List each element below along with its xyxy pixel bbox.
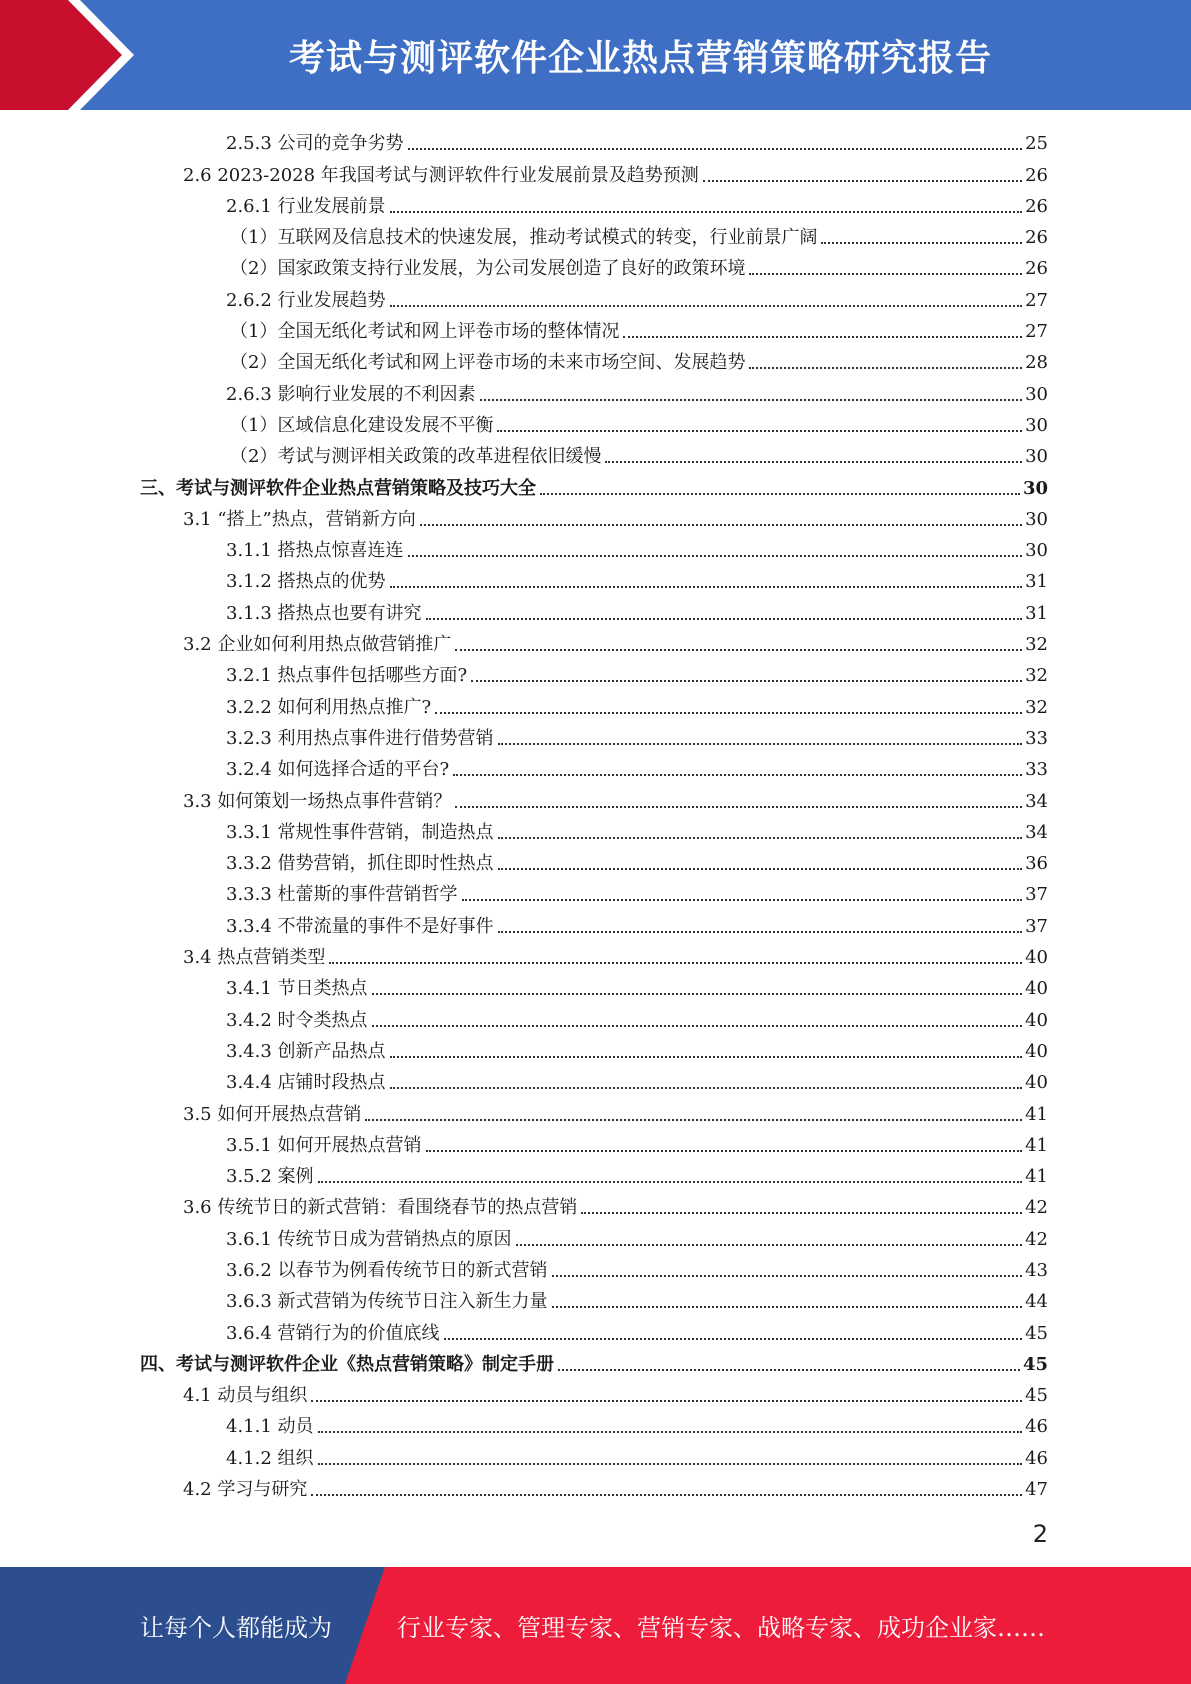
dot-leader (390, 586, 1023, 588)
dot-leader (552, 1306, 1023, 1308)
toc-entry-label: 3.2.1 热点事件包括哪些方面? (226, 665, 468, 687)
toc-entry-label: 3.3.4 不带流量的事件不是好事件 (226, 915, 494, 937)
toc-entry-page: 46 (1025, 1416, 1048, 1438)
toc-entry-label: 3.1.2 搭热点的优势 (226, 571, 386, 593)
toc-entry-page: 30 (1025, 446, 1048, 468)
dot-leader (498, 743, 1023, 745)
toc-entry[interactable] (140, 158, 1048, 189)
toc-entry-label: 三、考试与测评软件企业热点营销策略及技巧大全 (140, 477, 536, 499)
toc-entry-label: 3.6.4 营销行为的价值底线 (226, 1322, 440, 1344)
toc-entry[interactable] (140, 847, 1048, 878)
toc-entry-page: 40 (1025, 1009, 1048, 1031)
toc-entry-page: 27 (1025, 289, 1048, 311)
dot-leader (318, 1463, 1023, 1465)
toc-entry-page: 32 (1025, 696, 1048, 718)
toc-entry-label: 3.6 传统节日的新式营销：看围绕春节的热点营销 (183, 1197, 578, 1219)
toc-entry-page: 37 (1025, 884, 1048, 906)
toc-entry-page: 31 (1025, 571, 1048, 593)
toc-entry-label: 3.5.1 如何开展热点营销 (226, 1134, 422, 1156)
toc-entry-label: 3.2.4 如何选择合适的平台? (226, 759, 450, 781)
toc-entry-page: 41 (1025, 1166, 1048, 1188)
toc-entry-page: 41 (1025, 1103, 1048, 1125)
toc-entry-label: （2）国家政策支持行业发展，为公司发展创造了良好的政策环境 (230, 258, 746, 280)
toc-entry-label: 3.1 “搭上”热点，营销新方向 (183, 508, 416, 530)
toc-entry-label: 3.3.2 借势营销，抓住即时性热点 (226, 853, 494, 875)
toc-entry[interactable] (140, 1254, 1048, 1285)
footer-slogan-left: 让每个人都能成为 (140, 1614, 332, 1642)
toc-entry[interactable] (140, 409, 1048, 440)
toc-entry-page: 42 (1025, 1197, 1048, 1219)
dot-leader (390, 1056, 1023, 1058)
toc-entry-label: 3.3.1 常规性事件营销，制造热点 (226, 821, 494, 843)
toc-entry-label: 3.6.3 新式营销为传统节日注入新生力量 (226, 1291, 548, 1313)
toc-entry[interactable] (140, 941, 1048, 972)
toc-entry[interactable] (140, 1285, 1048, 1316)
toc-entry-label: 3.2 企业如何利用热点做营销推广 (183, 634, 452, 656)
toc-entry-label: 2.6.2 行业发展趋势 (226, 289, 386, 311)
toc-entry-page: 32 (1025, 634, 1048, 656)
dot-leader (516, 1244, 1023, 1246)
toc-entry[interactable] (140, 1441, 1048, 1472)
toc-entry-page: 26 (1025, 164, 1048, 186)
dot-leader (498, 837, 1023, 839)
dot-leader (498, 868, 1023, 870)
toc-entry-label: 2.5.3 公司的竞争劣势 (226, 133, 404, 155)
dot-leader (749, 273, 1022, 275)
toc-entry-label: 4.1 动员与组织 (183, 1385, 308, 1407)
table-of-contents (140, 127, 1048, 1504)
toc-entry-page: 31 (1025, 602, 1048, 624)
toc-entry-page: 40 (1025, 978, 1048, 1000)
dot-leader (558, 1369, 1020, 1371)
toc-entry-label: （1）区域信息化建设发展不平衡 (230, 414, 494, 436)
dot-leader (703, 180, 1022, 182)
toc-entry[interactable] (140, 283, 1048, 314)
toc-entry[interactable] (140, 315, 1048, 346)
dot-leader (471, 680, 1022, 682)
dot-leader (623, 336, 1022, 338)
toc-entry[interactable] (140, 816, 1048, 847)
toc-entry-page: 32 (1025, 665, 1048, 687)
toc-entry-page: 46 (1025, 1447, 1048, 1469)
toc-entry[interactable] (140, 346, 1048, 377)
toc-entry-page: 30 (1025, 414, 1048, 436)
toc-entry-page: 30 (1025, 540, 1048, 562)
dot-leader (480, 399, 1023, 401)
toc-entry[interactable] (140, 972, 1048, 1003)
toc-entry-label: 3.4.2 时令类热点 (226, 1009, 368, 1031)
dot-leader (372, 1025, 1023, 1027)
dot-leader (329, 962, 1022, 964)
toc-entry[interactable] (140, 659, 1048, 690)
footer-slogan-right: 行业专家、管理专家、营销专家、战略专家、成功企业家…… (397, 1614, 1045, 1642)
toc-entry[interactable] (140, 377, 1048, 408)
toc-entry-label: 3.1.1 搭热点惊喜连连 (226, 540, 404, 562)
toc-entry-page: 26 (1025, 227, 1048, 249)
toc-entry-page: 30 (1025, 508, 1048, 530)
toc-entry-page: 40 (1025, 1072, 1048, 1094)
toc-entry[interactable] (140, 1410, 1048, 1441)
toc-entry[interactable] (140, 1222, 1048, 1253)
toc-entry-label: 四、考试与测评软件企业《热点营销策略》制定手册 (140, 1353, 554, 1375)
toc-entry[interactable] (140, 1097, 1048, 1128)
toc-entry-page: 30 (1025, 383, 1048, 405)
toc-entry-page: 27 (1025, 321, 1048, 343)
dot-leader (390, 305, 1023, 307)
toc-entry-page: 44 (1025, 1291, 1048, 1313)
dot-leader (408, 148, 1023, 150)
dot-leader (390, 1087, 1023, 1089)
toc-entry[interactable] (140, 534, 1048, 565)
toc-entry[interactable] (140, 1003, 1048, 1034)
toc-entry[interactable] (140, 252, 1048, 283)
toc-entry-label: 2.6.3 影响行业发展的不利因素 (226, 383, 476, 405)
toc-entry-page: 26 (1025, 258, 1048, 280)
toc-entry-label: 3.1.3 搭热点也要有讲究 (226, 602, 422, 624)
toc-entry-label: 3.6.2 以春节为例看传统节日的新式营销 (226, 1259, 548, 1281)
toc-entry[interactable] (140, 753, 1048, 784)
toc-entry[interactable] (140, 1191, 1048, 1222)
toc-entry-page: 36 (1025, 853, 1048, 875)
footer-banner (0, 1567, 1191, 1684)
dot-leader (540, 493, 1020, 495)
dot-leader (408, 555, 1023, 557)
toc-entry[interactable] (140, 471, 1048, 502)
toc-entry-page: 25 (1025, 133, 1048, 155)
toc-entry-label: 3.5.2 案例 (226, 1166, 314, 1188)
toc-entry[interactable] (140, 190, 1048, 221)
toc-entry[interactable] (140, 784, 1048, 815)
toc-entry-label: （2）考试与测评相关政策的改革进程依旧缓慢 (230, 446, 602, 468)
toc-entry-page: 45 (1025, 1385, 1048, 1407)
toc-entry-label: （1）互联网及信息技术的快速发展，推动考试模式的转变，行业前景广阔 (230, 227, 818, 249)
dot-leader (426, 618, 1023, 620)
toc-entry-page: 45 (1022, 1353, 1048, 1375)
dot-leader (365, 1119, 1022, 1121)
toc-entry-page: 30 (1022, 477, 1048, 499)
toc-entry[interactable] (140, 1066, 1048, 1097)
dot-leader (318, 1431, 1023, 1433)
toc-entry-page: 40 (1025, 947, 1048, 969)
dot-leader (749, 367, 1022, 369)
toc-entry-label: （1）全国无纸化考试和网上评卷市场的整体情况 (230, 321, 620, 343)
dot-leader (420, 524, 1022, 526)
toc-entry-page: 28 (1025, 352, 1048, 374)
toc-entry[interactable] (140, 1035, 1048, 1066)
toc-entry[interactable] (140, 909, 1048, 940)
dot-leader (605, 461, 1022, 463)
toc-entry-label: 3.2.3 利用热点事件进行借势营销 (226, 727, 494, 749)
page-number: 2 (1032, 1520, 1048, 1548)
red-chevron-decoration (0, 0, 150, 110)
toc-entry-page: 37 (1025, 915, 1048, 937)
toc-entry-label: 3.6.1 传统节日成为营销热点的原因 (226, 1228, 512, 1250)
dot-leader (455, 649, 1022, 651)
toc-entry-page: 34 (1025, 790, 1048, 812)
header-banner (0, 0, 1191, 110)
toc-entry[interactable] (140, 722, 1048, 753)
toc-entry[interactable] (140, 1316, 1048, 1347)
dot-leader (372, 993, 1023, 995)
toc-entry-page: 26 (1025, 195, 1048, 217)
toc-entry-label: 3.3.3 杜蕾斯的事件营销哲学 (226, 884, 458, 906)
dot-leader (390, 211, 1023, 213)
toc-entry-label: 3.4 热点营销类型 (183, 947, 326, 969)
toc-entry-page: 41 (1025, 1134, 1048, 1156)
dot-leader (455, 806, 1022, 808)
toc-entry-label: 3.2.2 如何利用热点推广? (226, 696, 432, 718)
toc-entry-page: 33 (1025, 727, 1048, 749)
toc-entry-page: 43 (1025, 1259, 1048, 1281)
toc-entry-label: 3.4.4 店铺时段热点 (226, 1072, 386, 1094)
dot-leader (581, 1212, 1022, 1214)
toc-entry-label: 3.4.1 节日类热点 (226, 978, 368, 1000)
dot-leader (444, 1338, 1023, 1340)
toc-entry-label: 4.1.1 动员 (226, 1416, 314, 1438)
toc-entry[interactable] (140, 1129, 1048, 1160)
toc-entry[interactable] (140, 1160, 1048, 1191)
toc-entry[interactable] (140, 1348, 1048, 1379)
toc-entry[interactable] (140, 1379, 1048, 1410)
toc-entry[interactable] (140, 503, 1048, 534)
dot-leader (318, 1181, 1023, 1183)
toc-entry[interactable] (140, 221, 1048, 252)
toc-entry-page: 34 (1025, 821, 1048, 843)
toc-entry-label: 2.6 2023-2028 年我国考试与测评软件行业发展前景及趋势预测 (183, 164, 699, 186)
toc-entry-label: 3.3 如何策划一场热点事件营销？ (183, 790, 452, 812)
toc-entry-page: 47 (1025, 1479, 1048, 1501)
toc-entry[interactable] (140, 690, 1048, 721)
toc-entry-page: 42 (1025, 1228, 1048, 1250)
dot-leader (311, 1400, 1022, 1402)
dot-leader (311, 1494, 1022, 1496)
dot-leader (453, 774, 1022, 776)
toc-entry-label: 2.6.1 行业发展前景 (226, 195, 386, 217)
dot-leader (552, 1275, 1023, 1277)
toc-entry-page: 33 (1025, 759, 1048, 781)
report-title: 考试与测评软件企业热点营销策略研究报告 (288, 37, 992, 79)
toc-entry-label: 3.5 如何开展热点营销 (183, 1103, 362, 1125)
dot-leader (497, 430, 1022, 432)
dot-leader (426, 1150, 1023, 1152)
toc-entry-page: 45 (1025, 1322, 1048, 1344)
dot-leader (821, 242, 1022, 244)
toc-entry-label: 4.1.2 组织 (226, 1447, 314, 1469)
toc-entry-label: 3.4.3 创新产品热点 (226, 1040, 386, 1062)
dot-leader (462, 899, 1023, 901)
toc-entry-page: 40 (1025, 1040, 1048, 1062)
toc-entry-label: 4.2 学习与研究 (183, 1479, 308, 1501)
toc-entry[interactable] (140, 596, 1048, 627)
toc-entry-label: （2）全国无纸化考试和网上评卷市场的未来市场空间、发展趋势 (230, 352, 746, 374)
toc-entry[interactable] (140, 628, 1048, 659)
toc-entry[interactable] (140, 127, 1048, 158)
dot-leader (435, 712, 1022, 714)
toc-entry[interactable] (140, 878, 1048, 909)
dot-leader (498, 931, 1023, 933)
toc-entry[interactable] (140, 565, 1048, 596)
toc-entry[interactable] (140, 440, 1048, 471)
toc-entry[interactable] (140, 1473, 1048, 1504)
